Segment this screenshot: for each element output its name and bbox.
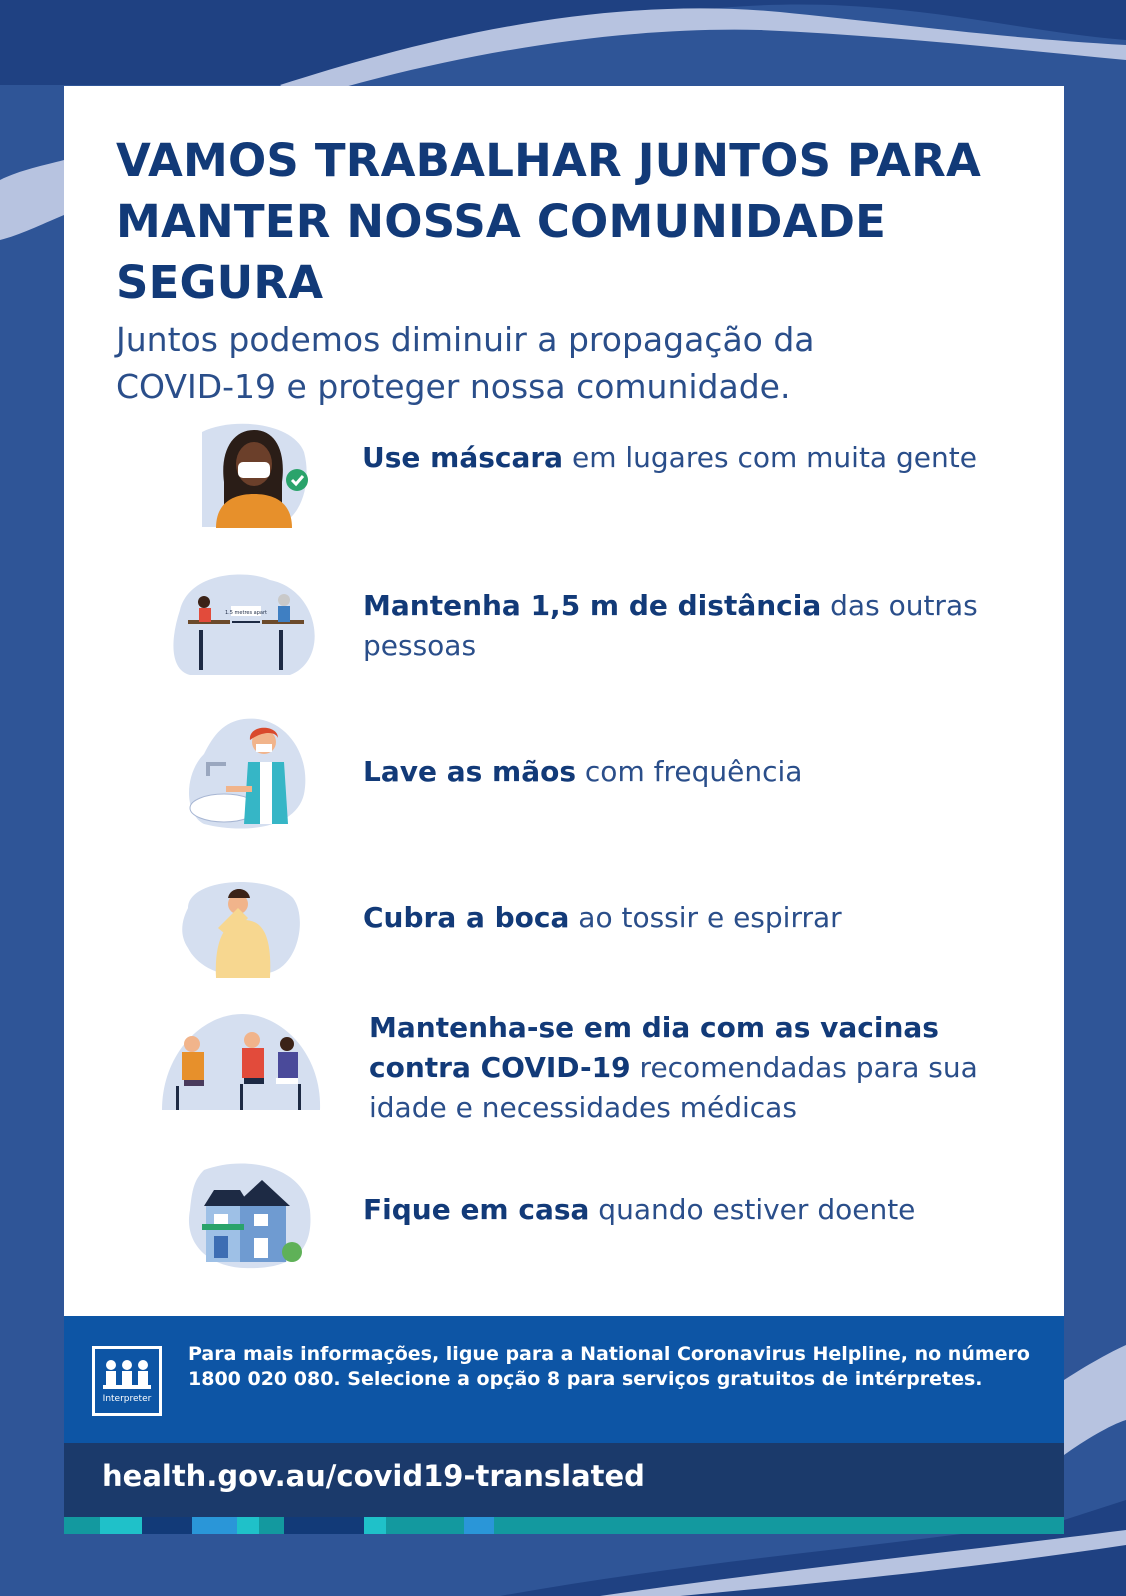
item-text-house xyxy=(363,1190,1003,1230)
main-card xyxy=(64,86,1064,1316)
item-bold-vaccination: Mantenha-se em dia com as vacinas contra COVID-19 xyxy=(369,1011,939,1084)
helpline-text: Para mais informações, ligue para a National Coronavirus Helpline, no número 1800 020 080. Selecione a opção 8 para serviços gratuitos de intérpretes. xyxy=(188,1343,1030,1390)
item-rest-sneeze: ao tossir e espirrar xyxy=(569,901,842,934)
item-rest-handwashing: com frequência xyxy=(576,755,803,788)
vaccination-illustration xyxy=(162,1014,322,1114)
interpreter-people-icon xyxy=(95,1349,159,1413)
distance-illustration xyxy=(170,570,322,680)
interpreter-label: Interpreter xyxy=(102,1394,152,1404)
item-bold-sneeze: Cubra a boca xyxy=(363,901,570,934)
item-text-mask xyxy=(362,438,1002,478)
item-text-handwashing xyxy=(363,752,1003,792)
item-rest-distance: das outras pessoas xyxy=(363,589,978,662)
mask-woman-illustration xyxy=(192,422,312,532)
url-banner xyxy=(64,1443,1064,1517)
list-item-house xyxy=(64,1160,1064,1270)
item-bold-handwashing: Lave as mãos xyxy=(363,755,577,788)
page-subtitle: Juntos podemos diminuir a propagação da COVID-19 e proteger nossa comunidade. xyxy=(116,320,815,406)
interpreter-icon xyxy=(92,1346,162,1416)
item-text-distance xyxy=(363,586,1003,666)
color-stripe xyxy=(64,1517,1064,1534)
item-rest-mask: em lugares com muita gente xyxy=(563,441,977,474)
item-text-vaccination xyxy=(369,1008,1029,1128)
list-item-handwashing xyxy=(64,714,1064,834)
item-rest-house: quando estiver doente xyxy=(589,1193,916,1226)
list-item-sneeze xyxy=(64,878,1064,978)
distance-label: 1.5 metres apart xyxy=(225,610,267,616)
handwashing-illustration xyxy=(184,714,312,834)
page-title: VAMOS TRABALHAR JUNTOS PARA MANTER NOSSA COMUNIDADE SEGURA xyxy=(116,134,982,309)
item-bold-distance: Mantenha 1,5 m de distância xyxy=(363,589,822,622)
list-item-mask xyxy=(64,422,1064,532)
list-item-distance xyxy=(64,570,1064,680)
item-text-sneeze xyxy=(363,898,1003,938)
helpline-banner xyxy=(64,1316,1064,1443)
sneeze-illustration xyxy=(178,878,304,978)
item-rest-vaccination: recomendadas para sua idade e necessidades médicas xyxy=(369,1051,978,1124)
item-bold-house: Fique em casa xyxy=(363,1193,590,1226)
house-illustration xyxy=(184,1160,314,1270)
list-item-vaccination xyxy=(64,1010,1064,1140)
item-bold-mask: Use máscara xyxy=(362,441,564,474)
website-link[interactable]: health.gov.au/covid19-translated xyxy=(102,1459,645,1493)
